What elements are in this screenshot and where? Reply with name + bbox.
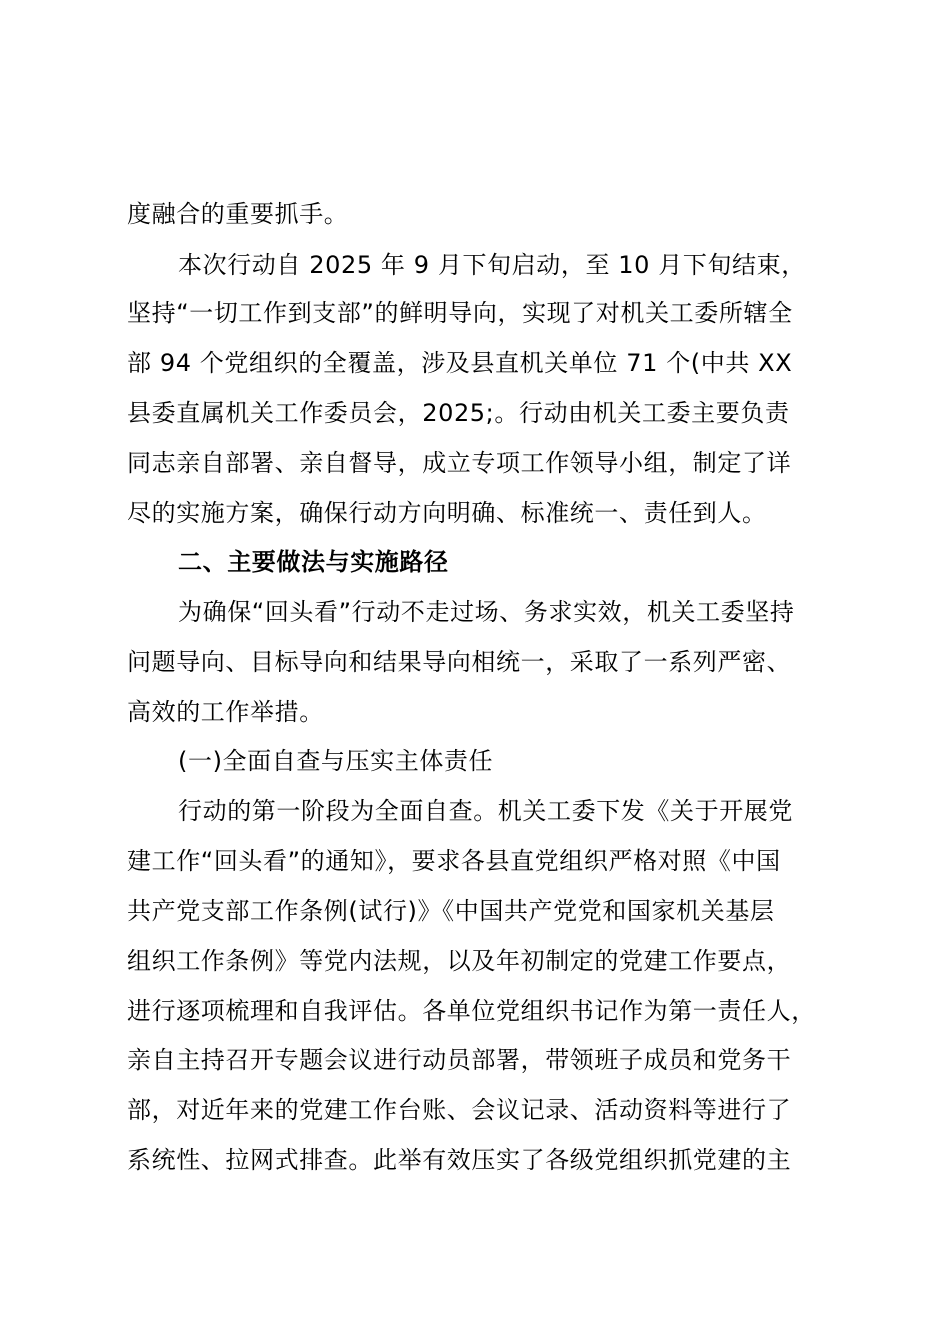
paragraph-line: 同志亲自部署、亲自督导，成立专项工作领导小组，制定了详 xyxy=(127,449,792,477)
paragraph-line: 系统性、拉网式排查。此举有效压实了各级党组织抓党建的主 xyxy=(127,1146,792,1174)
paragraph-line: 度融合的重要抓手。 xyxy=(127,200,349,228)
paragraph-line: 县委直属机关工作委员会，2025;。行动由机关工委主要负责 xyxy=(127,399,790,427)
paragraph-line: 进行逐项梳理和自我评估。各单位党组织书记作为第一责任人， xyxy=(127,997,816,1025)
paragraph-line: 部，对近年来的党建工作台账、会议记录、活动资料等进行了 xyxy=(127,1096,792,1124)
paragraph-line: 共产党支部工作条例(试行)》《中国共产党党和国家机关基层 xyxy=(127,897,775,925)
paragraph-line: 本次行动自 2025 年 9 月下旬启动，至 10 月下旬结束， xyxy=(178,251,806,279)
paragraph-line: 建工作“回头看”的通知》，要求各县直党组织严格对照《中国 xyxy=(127,847,781,875)
paragraph-line: 部 94 个党组织的全覆盖，涉及县直机关单位 71 个(中共 XX xyxy=(127,349,793,377)
paragraph-line: 问题导向、目标导向和结果导向相统一，采取了一系列严密、 xyxy=(127,648,792,676)
paragraph-line: 为确保“回头看”行动不走过场、务求实效，机关工委坚持 xyxy=(178,598,795,626)
section-heading: 二、主要做法与实施路径 xyxy=(178,548,449,576)
paragraph-line: 行动的第一阶段为全面自查。机关工委下发《关于开展党 xyxy=(178,797,793,825)
paragraph-line: 尽的实施方案，确保行动方向明确、标准统一、责任到人。 xyxy=(127,499,767,527)
subsection-heading: (一)全面自查与压实主体责任 xyxy=(178,747,494,775)
paragraph-line: 组织工作条例》等党内法规，以及年初制定的党建工作要点， xyxy=(127,947,792,975)
paragraph-line: 高效的工作举措。 xyxy=(127,698,324,726)
paragraph-line: 亲自主持召开专题会议进行动员部署，带领班子成员和党务干 xyxy=(127,1046,792,1074)
paragraph-line: 坚持“一切工作到支部”的鲜明导向，实现了对机关工委所辖全 xyxy=(127,299,793,327)
